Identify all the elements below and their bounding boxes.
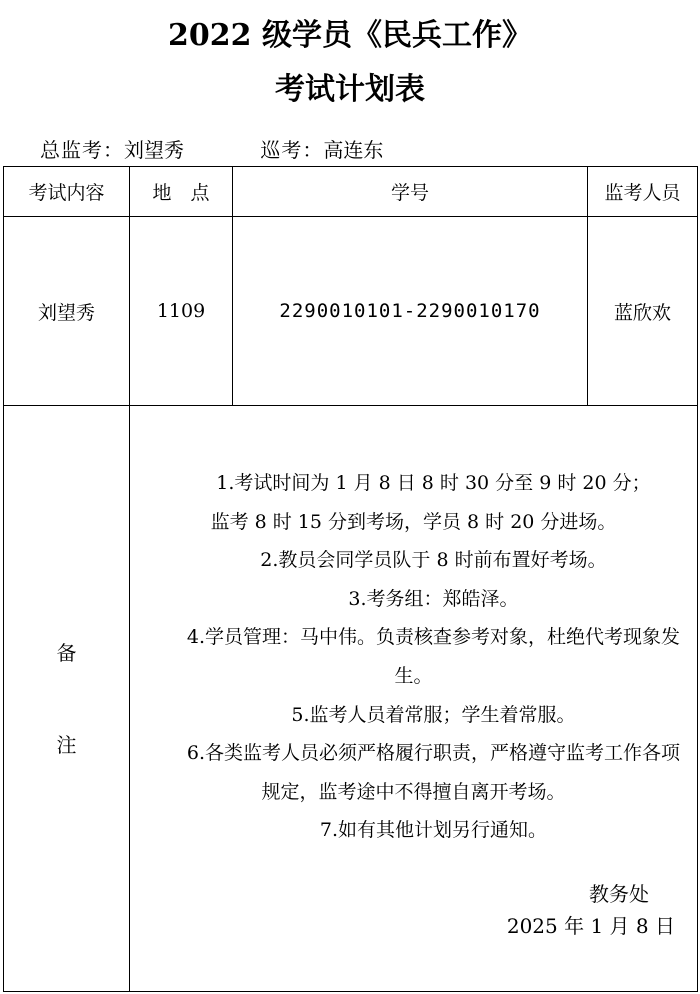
notes-label-gap xyxy=(4,676,129,722)
page-title: 2022 级学员《民兵工作》 xyxy=(168,18,532,53)
notes-label-top: 备 xyxy=(56,640,77,665)
note-item: 1.考试时间为 1 月 8 日 8 时 30 分至 9 时 20 分； xyxy=(216,472,651,494)
header-location: 地 点 xyxy=(130,167,233,217)
patrol-inspector-name: 高连东 xyxy=(323,138,384,162)
notes-label xyxy=(4,406,130,992)
chief-proctor-name: 刘望秀 xyxy=(124,138,184,162)
notes-label-bottom: 注 xyxy=(56,732,77,757)
note-item: 监考 8 时 15 分到考场，学员 8 时 20 分进场。 xyxy=(210,510,617,533)
cell-proctor: 蓝欣欢 xyxy=(588,217,698,406)
patrol-inspector xyxy=(260,136,383,164)
exam-officials xyxy=(40,136,383,164)
note-item: 6.各类监考人员必须严格履行职责，严格遵守监考工作各项规定，监考途中不得擅自离开考场。 xyxy=(186,742,681,803)
notes-cell xyxy=(130,406,698,992)
header-exam-content: 考试内容 xyxy=(4,167,130,217)
signoff xyxy=(507,878,675,942)
chief-proctor xyxy=(40,136,184,164)
page-subtitle: 考试计划表 xyxy=(275,72,425,107)
patrol-inspector-label: 巡考： xyxy=(260,138,324,162)
notes-row xyxy=(4,406,698,992)
header-student-id: 学号 xyxy=(233,167,588,217)
cell-location: 1109 xyxy=(130,217,233,406)
note-item: 4.学员管理：马中伟。负责核查参考对象，杜绝代考现象发生。 xyxy=(186,626,681,687)
notes-list xyxy=(138,464,689,850)
note-item: 7.如有其他计划另行通知。 xyxy=(319,819,548,842)
issuing-office: 教务处 xyxy=(589,882,649,906)
chief-proctor-label: 总监考： xyxy=(40,138,124,162)
note-item: 2.教员会同学员队于 8 时前布置好考场。 xyxy=(260,549,607,572)
header-proctor: 监考人员 xyxy=(588,167,698,217)
table-header-row xyxy=(4,167,698,217)
cell-exam-content: 刘望秀 xyxy=(4,217,130,406)
table-row xyxy=(4,217,698,406)
exam-schedule-table xyxy=(3,166,698,992)
note-item: 5.监考人员着常服；学生着常服。 xyxy=(291,703,576,726)
issue-date: 2025 年 1 月 8 日 xyxy=(506,914,675,938)
cell-student-ids: 2290010101-2290010170 xyxy=(233,217,588,406)
note-item: 3.考务组：郑皓泽。 xyxy=(348,587,519,610)
